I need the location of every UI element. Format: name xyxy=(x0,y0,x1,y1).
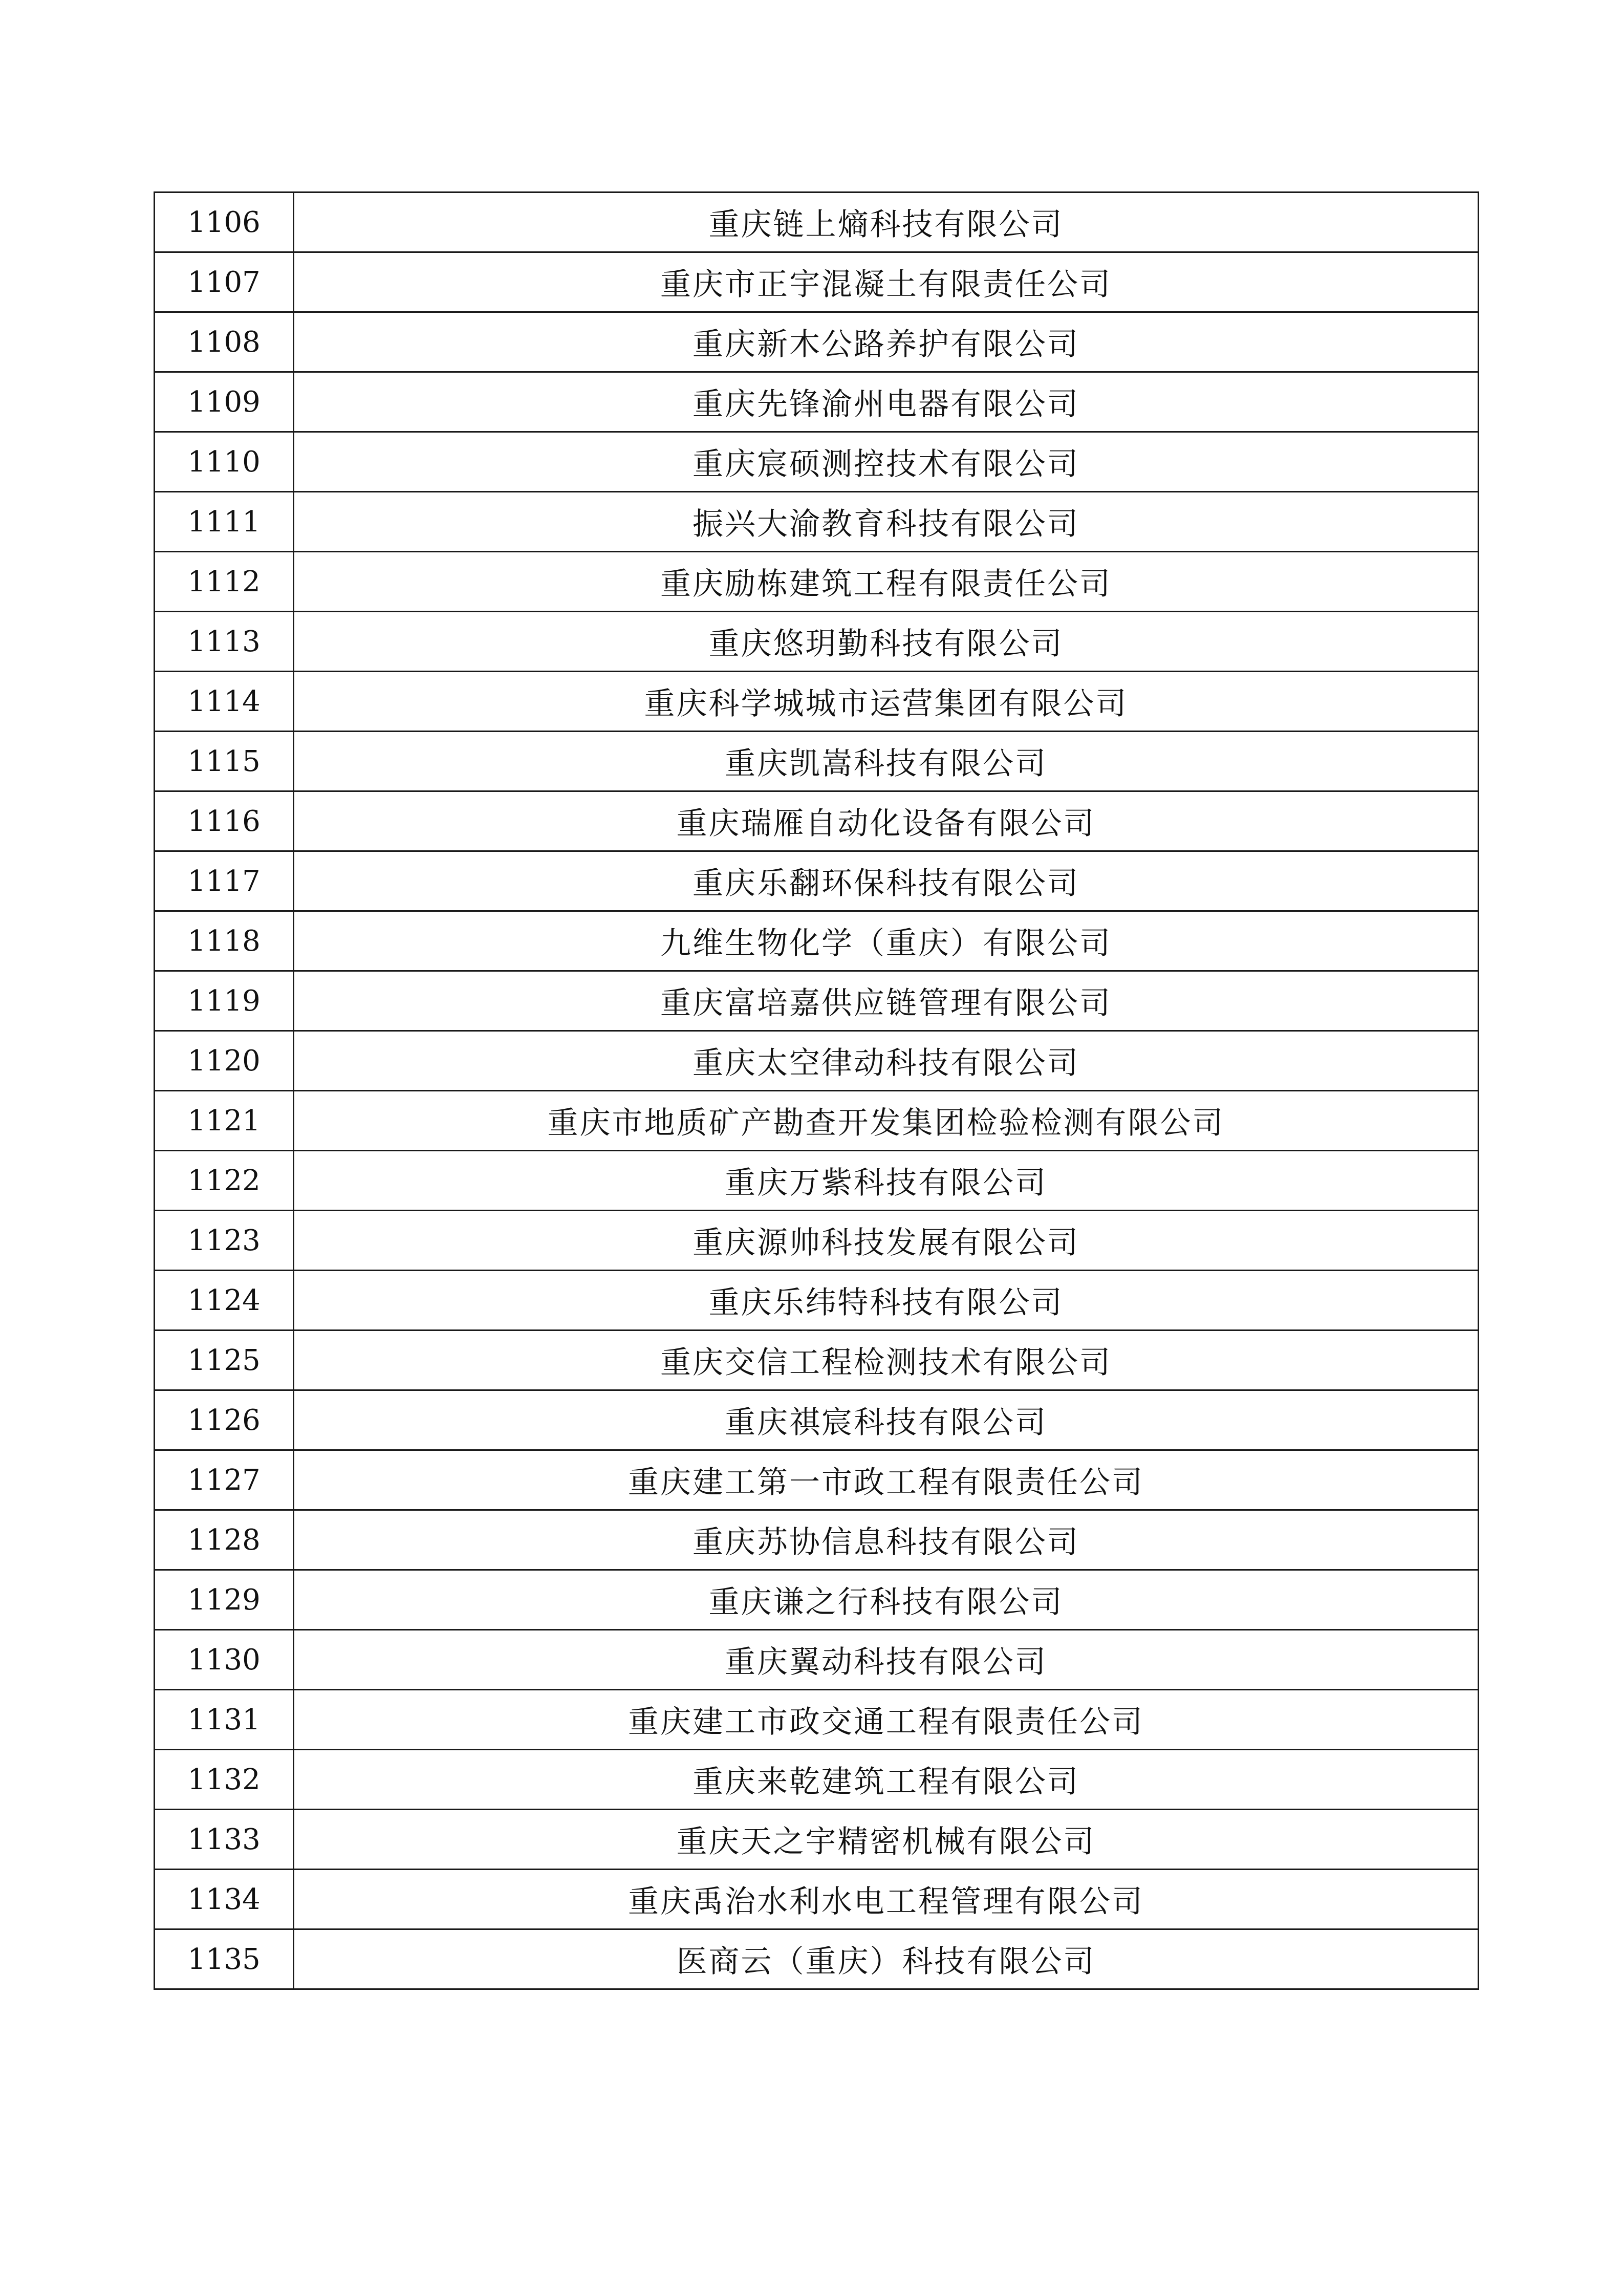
row-number-cell: 1127 xyxy=(155,1450,294,1510)
row-number-cell: 1120 xyxy=(155,1031,294,1091)
table-row xyxy=(155,1271,1479,1331)
company-name-cell: 重庆市地质矿产勘查开发集团检验检测有限公司 xyxy=(294,1091,1479,1151)
table-row xyxy=(155,971,1479,1031)
company-name-cell: 重庆乐翻环保科技有限公司 xyxy=(294,851,1479,911)
company-name-cell: 重庆富培嘉供应链管理有限公司 xyxy=(294,971,1479,1031)
company-name-cell: 重庆凯嵩科技有限公司 xyxy=(294,732,1479,791)
table-row xyxy=(155,1510,1479,1570)
table-row xyxy=(155,911,1479,971)
company-name-cell: 重庆来乾建筑工程有限公司 xyxy=(294,1750,1479,1810)
row-number-cell: 1128 xyxy=(155,1510,294,1570)
company-name-cell: 重庆翼动科技有限公司 xyxy=(294,1630,1479,1690)
company-name-cell: 重庆励栋建筑工程有限责任公司 xyxy=(294,552,1479,612)
row-number-cell: 1114 xyxy=(155,672,294,732)
row-number-cell: 1129 xyxy=(155,1570,294,1630)
row-number-cell: 1131 xyxy=(155,1690,294,1750)
table-body xyxy=(155,192,1479,1989)
company-name-cell: 重庆建工第一市政工程有限责任公司 xyxy=(294,1450,1479,1510)
row-number-cell: 1119 xyxy=(155,971,294,1031)
table-row xyxy=(155,791,1479,851)
row-number-cell: 1134 xyxy=(155,1870,294,1929)
company-name-cell: 重庆太空律动科技有限公司 xyxy=(294,1031,1479,1091)
row-number-cell: 1109 xyxy=(155,372,294,432)
table-row xyxy=(155,492,1479,552)
company-list-table xyxy=(154,191,1479,1990)
company-name-cell: 重庆禹治水利水电工程管理有限公司 xyxy=(294,1870,1479,1929)
company-name-cell: 重庆苏协信息科技有限公司 xyxy=(294,1510,1479,1570)
table-row xyxy=(155,1331,1479,1390)
row-number-cell: 1107 xyxy=(155,252,294,312)
table-row xyxy=(155,1450,1479,1510)
company-name-cell: 重庆祺宸科技有限公司 xyxy=(294,1390,1479,1450)
row-number-cell: 1106 xyxy=(155,192,294,252)
table-row xyxy=(155,252,1479,312)
company-name-cell: 振兴大渝教育科技有限公司 xyxy=(294,492,1479,552)
company-name-cell: 重庆万紫科技有限公司 xyxy=(294,1151,1479,1211)
row-number-cell: 1118 xyxy=(155,911,294,971)
row-number-cell: 1124 xyxy=(155,1271,294,1331)
table-row xyxy=(155,1211,1479,1271)
table-row xyxy=(155,192,1479,252)
table-row xyxy=(155,1750,1479,1810)
company-name-cell: 重庆乐纬特科技有限公司 xyxy=(294,1271,1479,1331)
company-name-cell: 重庆科学城城市运营集团有限公司 xyxy=(294,672,1479,732)
company-name-cell: 重庆谦之行科技有限公司 xyxy=(294,1570,1479,1630)
table-row xyxy=(155,1870,1479,1929)
table-row xyxy=(155,1570,1479,1630)
row-number-cell: 1123 xyxy=(155,1211,294,1271)
company-name-cell: 重庆市正宇混凝土有限责任公司 xyxy=(294,252,1479,312)
table-row xyxy=(155,1031,1479,1091)
row-number-cell: 1117 xyxy=(155,851,294,911)
table-row xyxy=(155,432,1479,492)
row-number-cell: 1113 xyxy=(155,612,294,672)
table-row xyxy=(155,851,1479,911)
row-number-cell: 1133 xyxy=(155,1810,294,1870)
company-name-cell: 医商云（重庆）科技有限公司 xyxy=(294,1929,1479,1989)
table-row xyxy=(155,612,1479,672)
table-row xyxy=(155,732,1479,791)
row-number-cell: 1122 xyxy=(155,1151,294,1211)
row-number-cell: 1110 xyxy=(155,432,294,492)
company-name-cell: 重庆先锋渝州电器有限公司 xyxy=(294,372,1479,432)
row-number-cell: 1125 xyxy=(155,1331,294,1390)
table-row xyxy=(155,552,1479,612)
row-number-cell: 1130 xyxy=(155,1630,294,1690)
company-name-cell: 重庆新木公路养护有限公司 xyxy=(294,312,1479,372)
row-number-cell: 1121 xyxy=(155,1091,294,1151)
row-number-cell: 1135 xyxy=(155,1929,294,1989)
table-row xyxy=(155,1690,1479,1750)
table-row xyxy=(155,1630,1479,1690)
table-row xyxy=(155,1390,1479,1450)
company-name-cell: 重庆交信工程检测技术有限公司 xyxy=(294,1331,1479,1390)
row-number-cell: 1108 xyxy=(155,312,294,372)
row-number-cell: 1111 xyxy=(155,492,294,552)
table-row xyxy=(155,1151,1479,1211)
company-name-cell: 重庆建工市政交通工程有限责任公司 xyxy=(294,1690,1479,1750)
company-name-cell: 重庆瑞雁自动化设备有限公司 xyxy=(294,791,1479,851)
company-name-cell: 九维生物化学（重庆）有限公司 xyxy=(294,911,1479,971)
row-number-cell: 1116 xyxy=(155,791,294,851)
table-row xyxy=(155,1929,1479,1989)
row-number-cell: 1126 xyxy=(155,1390,294,1450)
company-name-cell: 重庆宸硕测控技术有限公司 xyxy=(294,432,1479,492)
row-number-cell: 1112 xyxy=(155,552,294,612)
company-name-cell: 重庆链上熵科技有限公司 xyxy=(294,192,1479,252)
table-row xyxy=(155,1810,1479,1870)
row-number-cell: 1115 xyxy=(155,732,294,791)
table-row xyxy=(155,312,1479,372)
table-row xyxy=(155,1091,1479,1151)
company-name-cell: 重庆悠玥勤科技有限公司 xyxy=(294,612,1479,672)
row-number-cell: 1132 xyxy=(155,1750,294,1810)
company-name-cell: 重庆天之宇精密机械有限公司 xyxy=(294,1810,1479,1870)
table-row xyxy=(155,672,1479,732)
table-row xyxy=(155,372,1479,432)
company-name-cell: 重庆源帅科技发展有限公司 xyxy=(294,1211,1479,1271)
